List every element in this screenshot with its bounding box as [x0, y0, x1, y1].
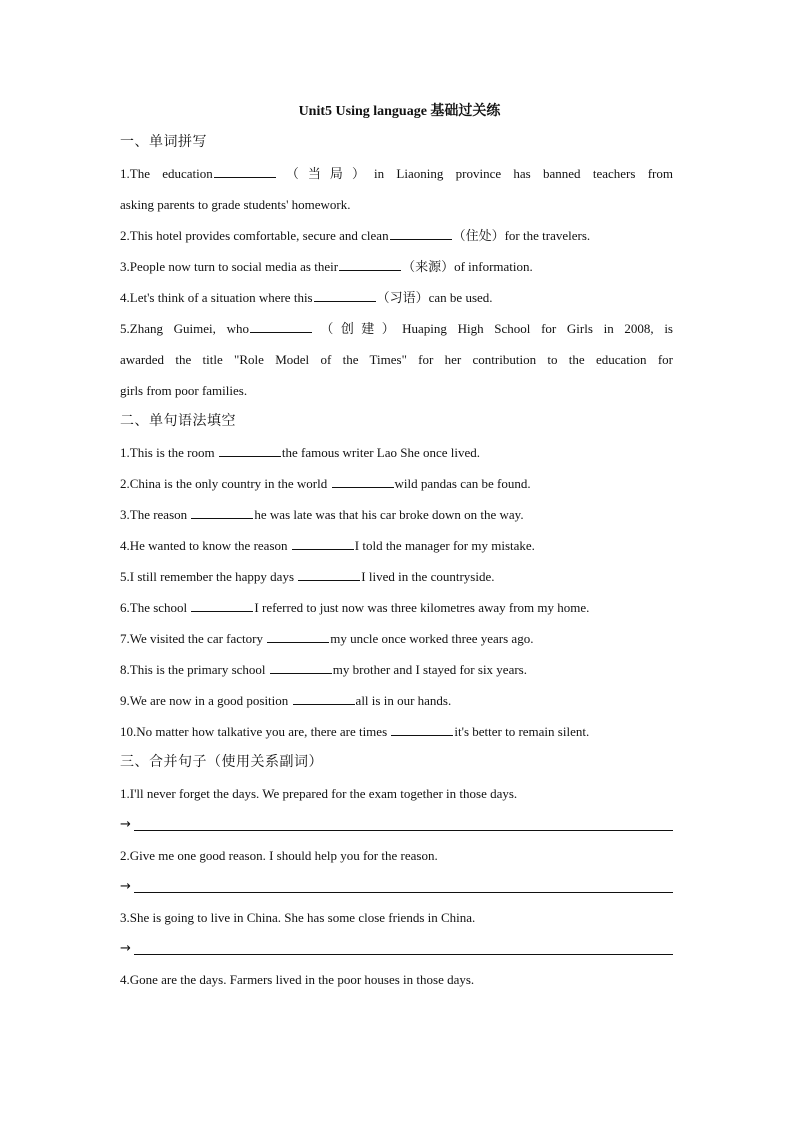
fill-blank[interactable] [339, 256, 401, 271]
fill-blank[interactable] [214, 163, 276, 178]
fill-blank[interactable] [298, 566, 360, 581]
fill-blank[interactable] [293, 690, 355, 705]
grammar-item-2: 2.China is the only country in the world wild pandas can be found. [120, 468, 673, 499]
arrow-icon: → [120, 941, 131, 956]
fill-blank[interactable] [191, 597, 253, 612]
spelling-item-1-line-1: 1.The education （当局）in Liaoning province has banned teachers from [120, 158, 673, 189]
page-title: Unit5 Using language 基础过关练 [298, 104, 501, 119]
arrow-icon: → [120, 879, 131, 894]
fill-blank[interactable] [191, 504, 253, 519]
fill-blank[interactable] [390, 225, 452, 240]
fill-blank[interactable] [270, 659, 332, 674]
answer-underline [134, 830, 673, 831]
combine-item-4: 4.Gone are the days. Farmers lived in the poor houses in those days. [120, 972, 475, 987]
fill-blank[interactable] [219, 442, 281, 457]
grammar-item-9: 9.We are now in a good position all is in our hands. [120, 685, 673, 716]
section-heading-combine: 三、合并句子（使用关系副词） [120, 754, 323, 770]
fill-blank[interactable] [391, 721, 453, 736]
section-heading-spelling: 一、单词拼写 [120, 134, 207, 150]
fill-blank[interactable] [267, 628, 329, 643]
spelling-item-1-line-2: asking parents to grade students' homework. [120, 197, 351, 212]
answer-underline [134, 892, 673, 893]
spelling-item-2: 2.This hotel provides comfortable, secure and clean （住处）for the travelers. [120, 220, 673, 251]
spelling-item-5-line-3: girls from poor families. [120, 383, 248, 398]
spelling-item-4: 4.Let's think of a situation where this （习语）can be used. [120, 282, 673, 313]
grammar-item-4: 4.He wanted to know the reason I told the manager for my mistake. [120, 530, 673, 561]
fill-blank[interactable] [292, 535, 354, 550]
answer-line-3[interactable] [120, 933, 673, 964]
combine-item-3: 3.She is going to live in China. She has some close friends in China. [120, 910, 476, 925]
grammar-item-1: 1.This is the room the famous writer Lao She once lived. [120, 437, 673, 468]
fill-blank[interactable] [314, 287, 376, 302]
grammar-item-7: 7.We visited the car factory my uncle once worked three years ago. [120, 623, 673, 654]
grammar-item-10: 10.No matter how talkative you are, there are times it's better to remain silent. [120, 716, 673, 747]
combine-item-2: 2.Give me one good reason. I should help you for the reason. [120, 848, 438, 863]
answer-line-2[interactable] [120, 871, 673, 902]
grammar-item-3: 3.The reason he was late was that his car broke down on the way. [120, 499, 673, 530]
spelling-item-3: 3.People now turn to social media as their （来源）of information. [120, 251, 673, 282]
spelling-item-5-line-2: awarded the title "Role Model of the Times" for her contribution to the education for [120, 352, 673, 367]
combine-item-1: 1.I'll never forget the days. We prepared for the exam together in those days. [120, 786, 518, 801]
section-heading-grammar: 二、单句语法填空 [120, 413, 236, 429]
grammar-item-5: 5.I still remember the happy days I lived in the countryside. [120, 561, 673, 592]
grammar-item-8: 8.This is the primary school my brother and I stayed for six years. [120, 654, 673, 685]
fill-blank[interactable] [250, 318, 312, 333]
arrow-icon: → [120, 817, 131, 832]
answer-underline [134, 954, 673, 955]
worksheet [120, 96, 673, 995]
spelling-item-5-line-1: 5.Zhang Guimei, who （创建）Huaping High School for Girls in 2008, is [120, 313, 673, 344]
fill-blank[interactable] [332, 473, 394, 488]
answer-line-1[interactable] [120, 809, 673, 840]
grammar-item-6: 6.The school I referred to just now was three kilometres away from my home. [120, 592, 673, 623]
